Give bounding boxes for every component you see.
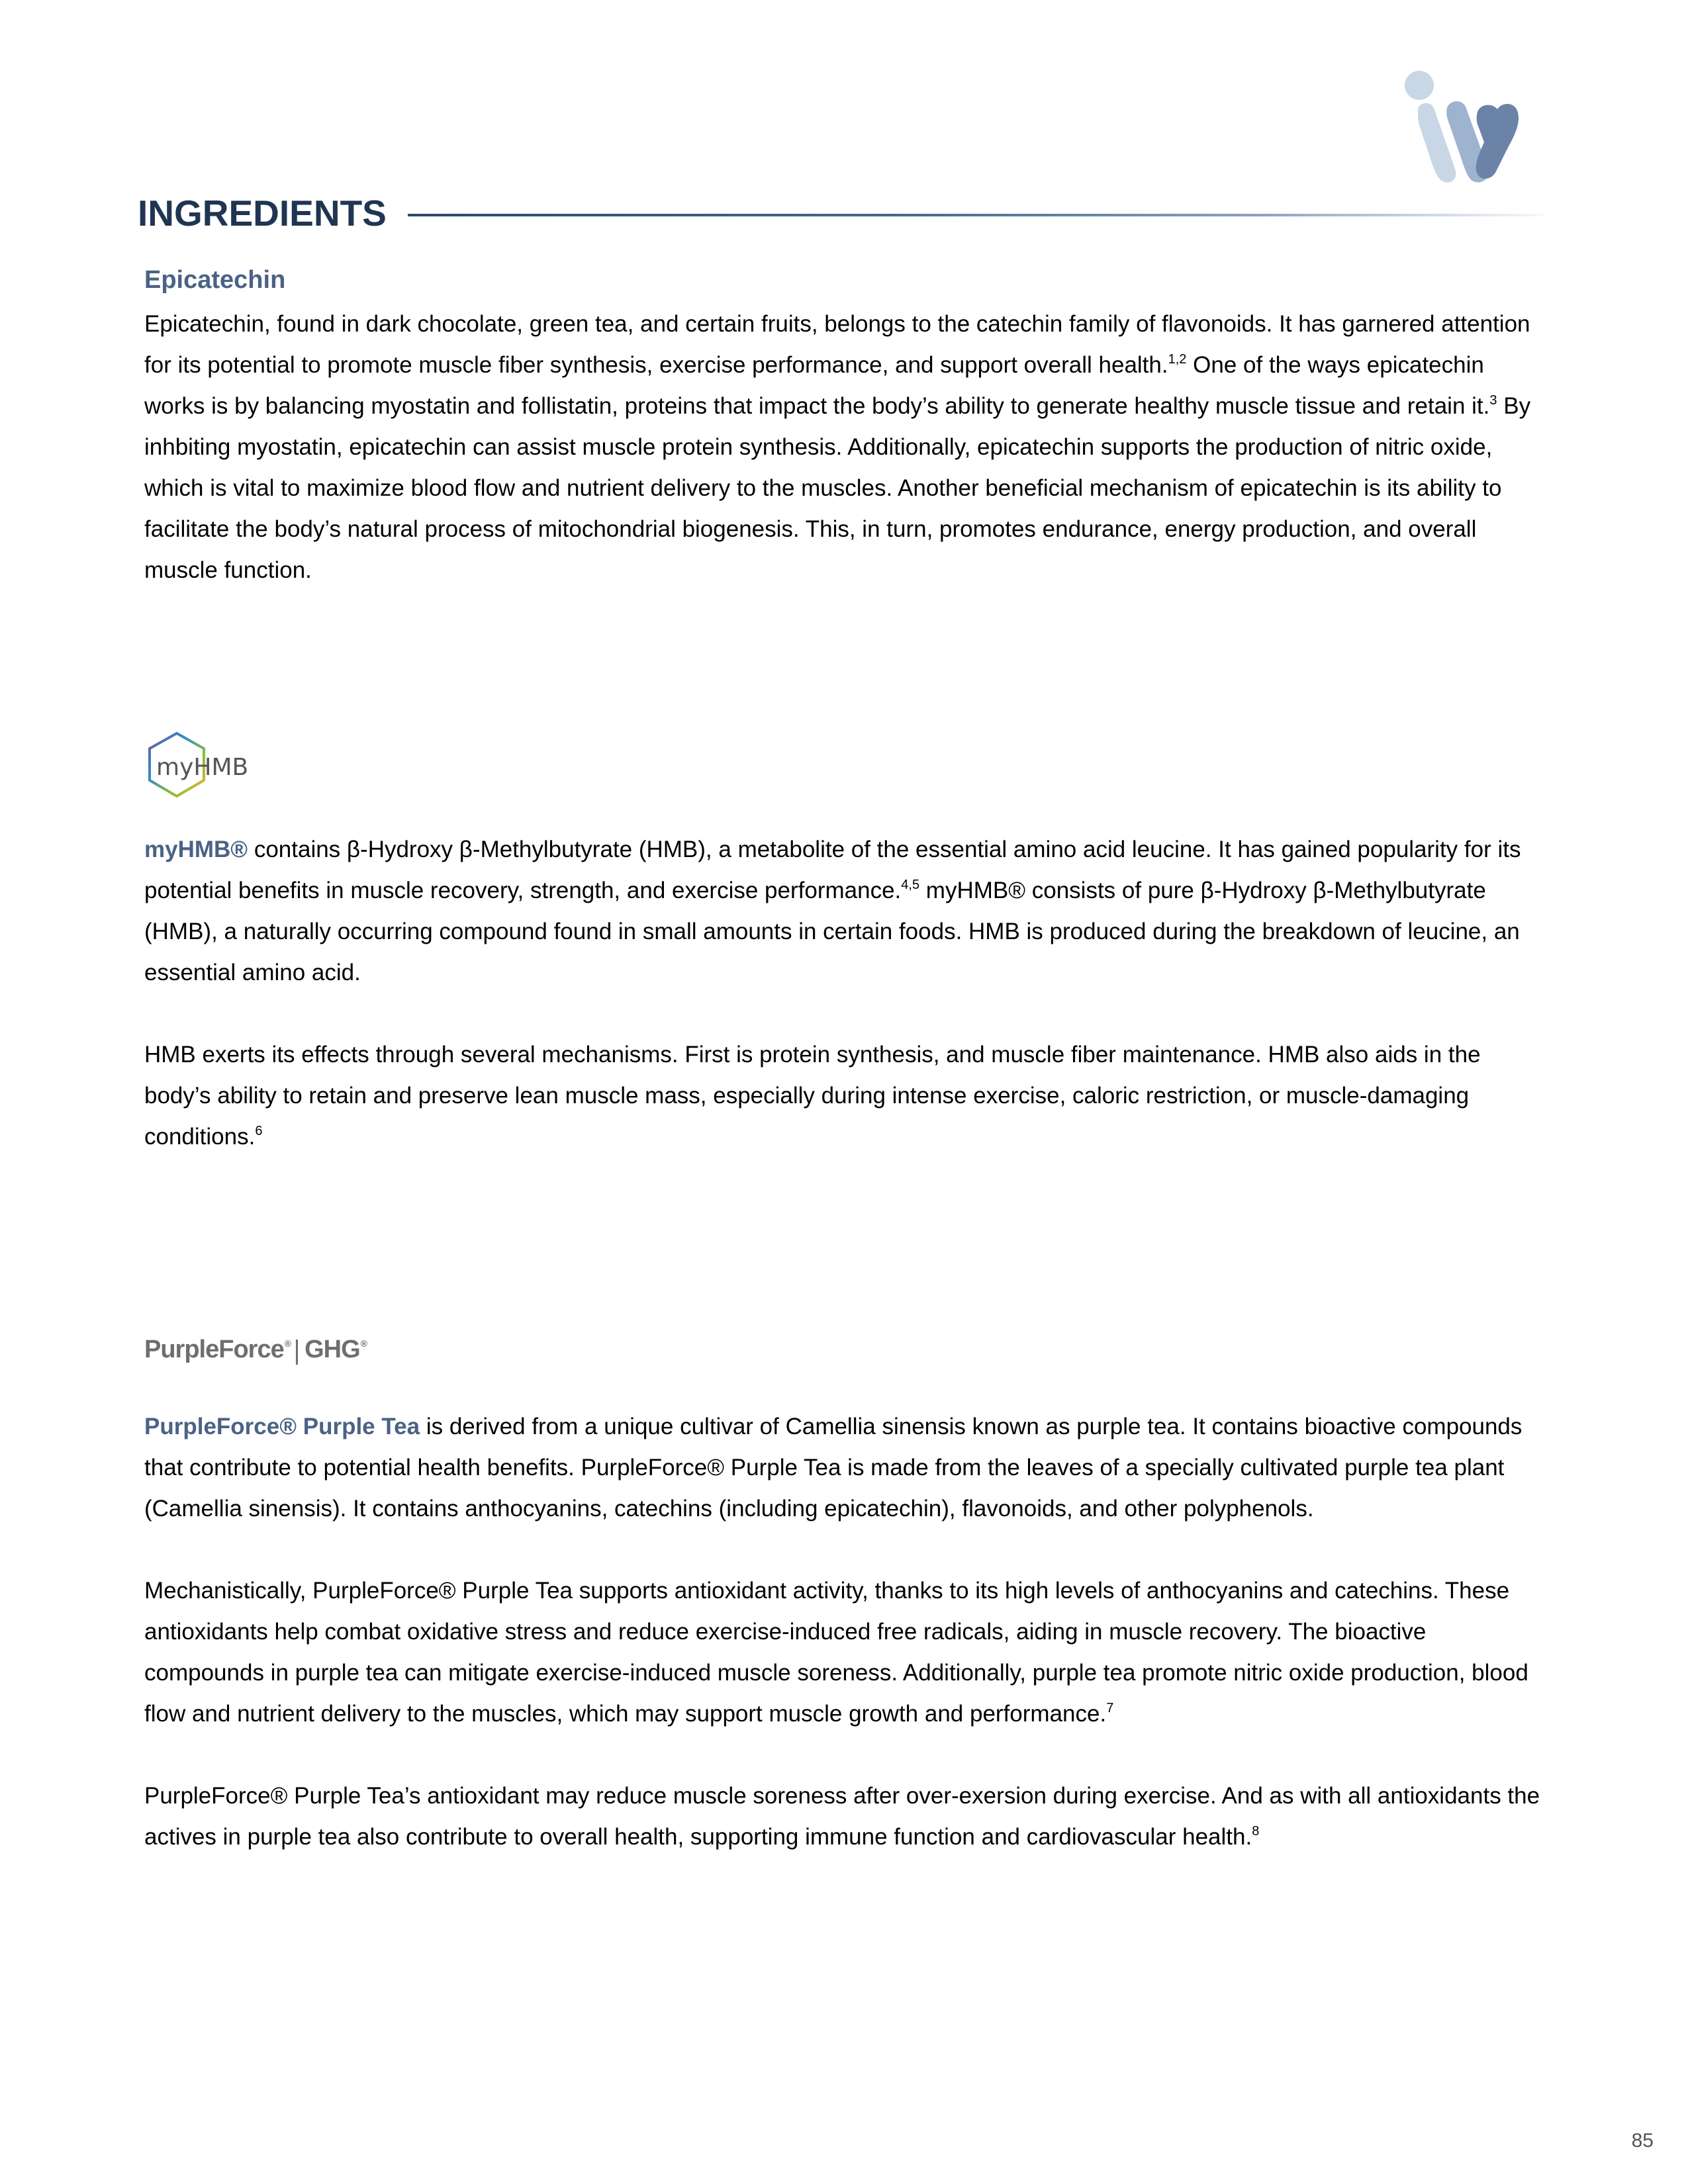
page-number: 85 — [1631, 2130, 1654, 2152]
page-title: INGREDIENTS — [138, 193, 387, 234]
registered-mark: ® — [284, 1338, 291, 1349]
header-divider — [408, 214, 1544, 216]
myhmb-text-1: contains β-Hydroxy β-Methylbutyrate (HMB), a metabolite of the essential amino acid leucine. It has gained popularity for its potential benefits in muscle recovery, strength, and exercise performance. — [144, 837, 1521, 903]
myhmb-paragraph-2 — [144, 1034, 1541, 1158]
epicatechin-text-2: One of the ways epicatechin works is by balancing myostatin and follistatin, proteins that impact the body’s ability to generate healthy muscle tissue and retain it. — [144, 352, 1490, 419]
ghg-logo-text: GHG — [305, 1336, 360, 1363]
purpleforce-lead: PurpleForce® Purple Tea — [144, 1414, 420, 1439]
epicatechin-heading: Epicatechin — [144, 266, 286, 294]
purpleforce-text-3: PurpleForce® Purple Tea’s antioxidant may reduce muscle soreness after over-exersion during exercise. And as with all antioxidants the actives in purple tea also contribute to overall health, supporting immune function and cardiovascular health. — [144, 1783, 1540, 1850]
myhmb-logo — [147, 731, 279, 801]
myhmb-paragraph-1 — [144, 829, 1541, 993]
purpleforce-ghg-logo — [144, 1336, 367, 1375]
myhmb-text-2: myHMB® consists of pure β-Hydroxy β-Methylbutyrate (HMB), a naturally occurring compound found in small amounts in certain foods. HMB is produced during the breakdown of leucine, an essential amino acid. — [144, 878, 1520, 985]
purpleforce-logo-text: PurpleForce — [144, 1336, 284, 1363]
myhmb-logo-text: myHMB — [156, 754, 249, 781]
footnote-ref: 6 — [255, 1124, 263, 1138]
purpleforce-text-1: is derived from a unique cultivar of Camellia sinensis known as purple tea. It contains bioactive compounds that contribute to potential health benefits. PurpleForce® Purple Tea is made from the leaves of a specially cultivated purple tea plant (Camellia sinensis). It contains anthocyanins, catechins (including epicatechin), flavonoids, and other polyphenols. — [144, 1414, 1523, 1522]
epicatechin-text-3: By inhbiting myostatin, epicatechin can assist muscle protein synthesis. Additionally, epicatechin supports the production of nitric oxide, which is vital to maximize blood flow and nutrient delivery to the muscles. Another beneficial mechanism of epicatechin is its ability to facilitate the body’s natural process of mitochondrial biogenesis. This, in turn, promotes endurance, energy production, and overall muscle function. — [144, 393, 1531, 583]
myhmb-lead: myHMB® — [144, 837, 248, 862]
purpleforce-paragraph-2 — [144, 1570, 1541, 1735]
myhmb-text-3: HMB exerts its effects through several mechanisms. First is protein synthesis, and muscle fiber maintenance. HMB also aids in the body’s ability to retain and preserve lean muscle mass, especially during intense exercise, caloric restriction, or muscle-damaging conditions. — [144, 1042, 1481, 1150]
logo-divider — [296, 1340, 298, 1365]
section-header — [138, 187, 1544, 240]
purpleforce-section — [144, 1406, 1541, 1858]
myhmb-section — [144, 829, 1541, 1158]
epicatechin-section — [144, 263, 1541, 591]
footnote-ref: 3 — [1489, 393, 1497, 408]
w-logo-icon — [1403, 69, 1549, 192]
footnote-ref: 4,5 — [901, 878, 920, 892]
purpleforce-paragraph-3 — [144, 1776, 1541, 1858]
footnote-ref: 7 — [1106, 1701, 1114, 1715]
footnote-ref: 1,2 — [1168, 352, 1187, 367]
purpleforce-paragraph-1 — [144, 1406, 1541, 1529]
epicatechin-paragraph — [144, 304, 1541, 591]
purpleforce-text-2: Mechanistically, PurpleForce® Purple Tea supports antioxidant activity, thanks to its high levels of anthocyanins and catechins. These antioxidants help combat oxidative stress and reduce exercise-induced free radicals, aiding in muscle recovery. The bioactive compounds in purple tea can mitigate exercise-induced muscle soreness. Additionally, purple tea promote nitric oxide production, blood flow and nutrient delivery to the muscles, which may support muscle growth and performance. — [144, 1578, 1528, 1727]
footnote-ref: 8 — [1252, 1824, 1260, 1839]
epicatechin-text-1: Epicatechin, found in dark chocolate, green tea, and certain fruits, belongs to the catechin family of flavonoids. It has garnered attention for its potential to promote muscle fiber synthesis, exercise performance, and support overall health. — [144, 311, 1530, 378]
registered-mark: ® — [360, 1338, 367, 1349]
